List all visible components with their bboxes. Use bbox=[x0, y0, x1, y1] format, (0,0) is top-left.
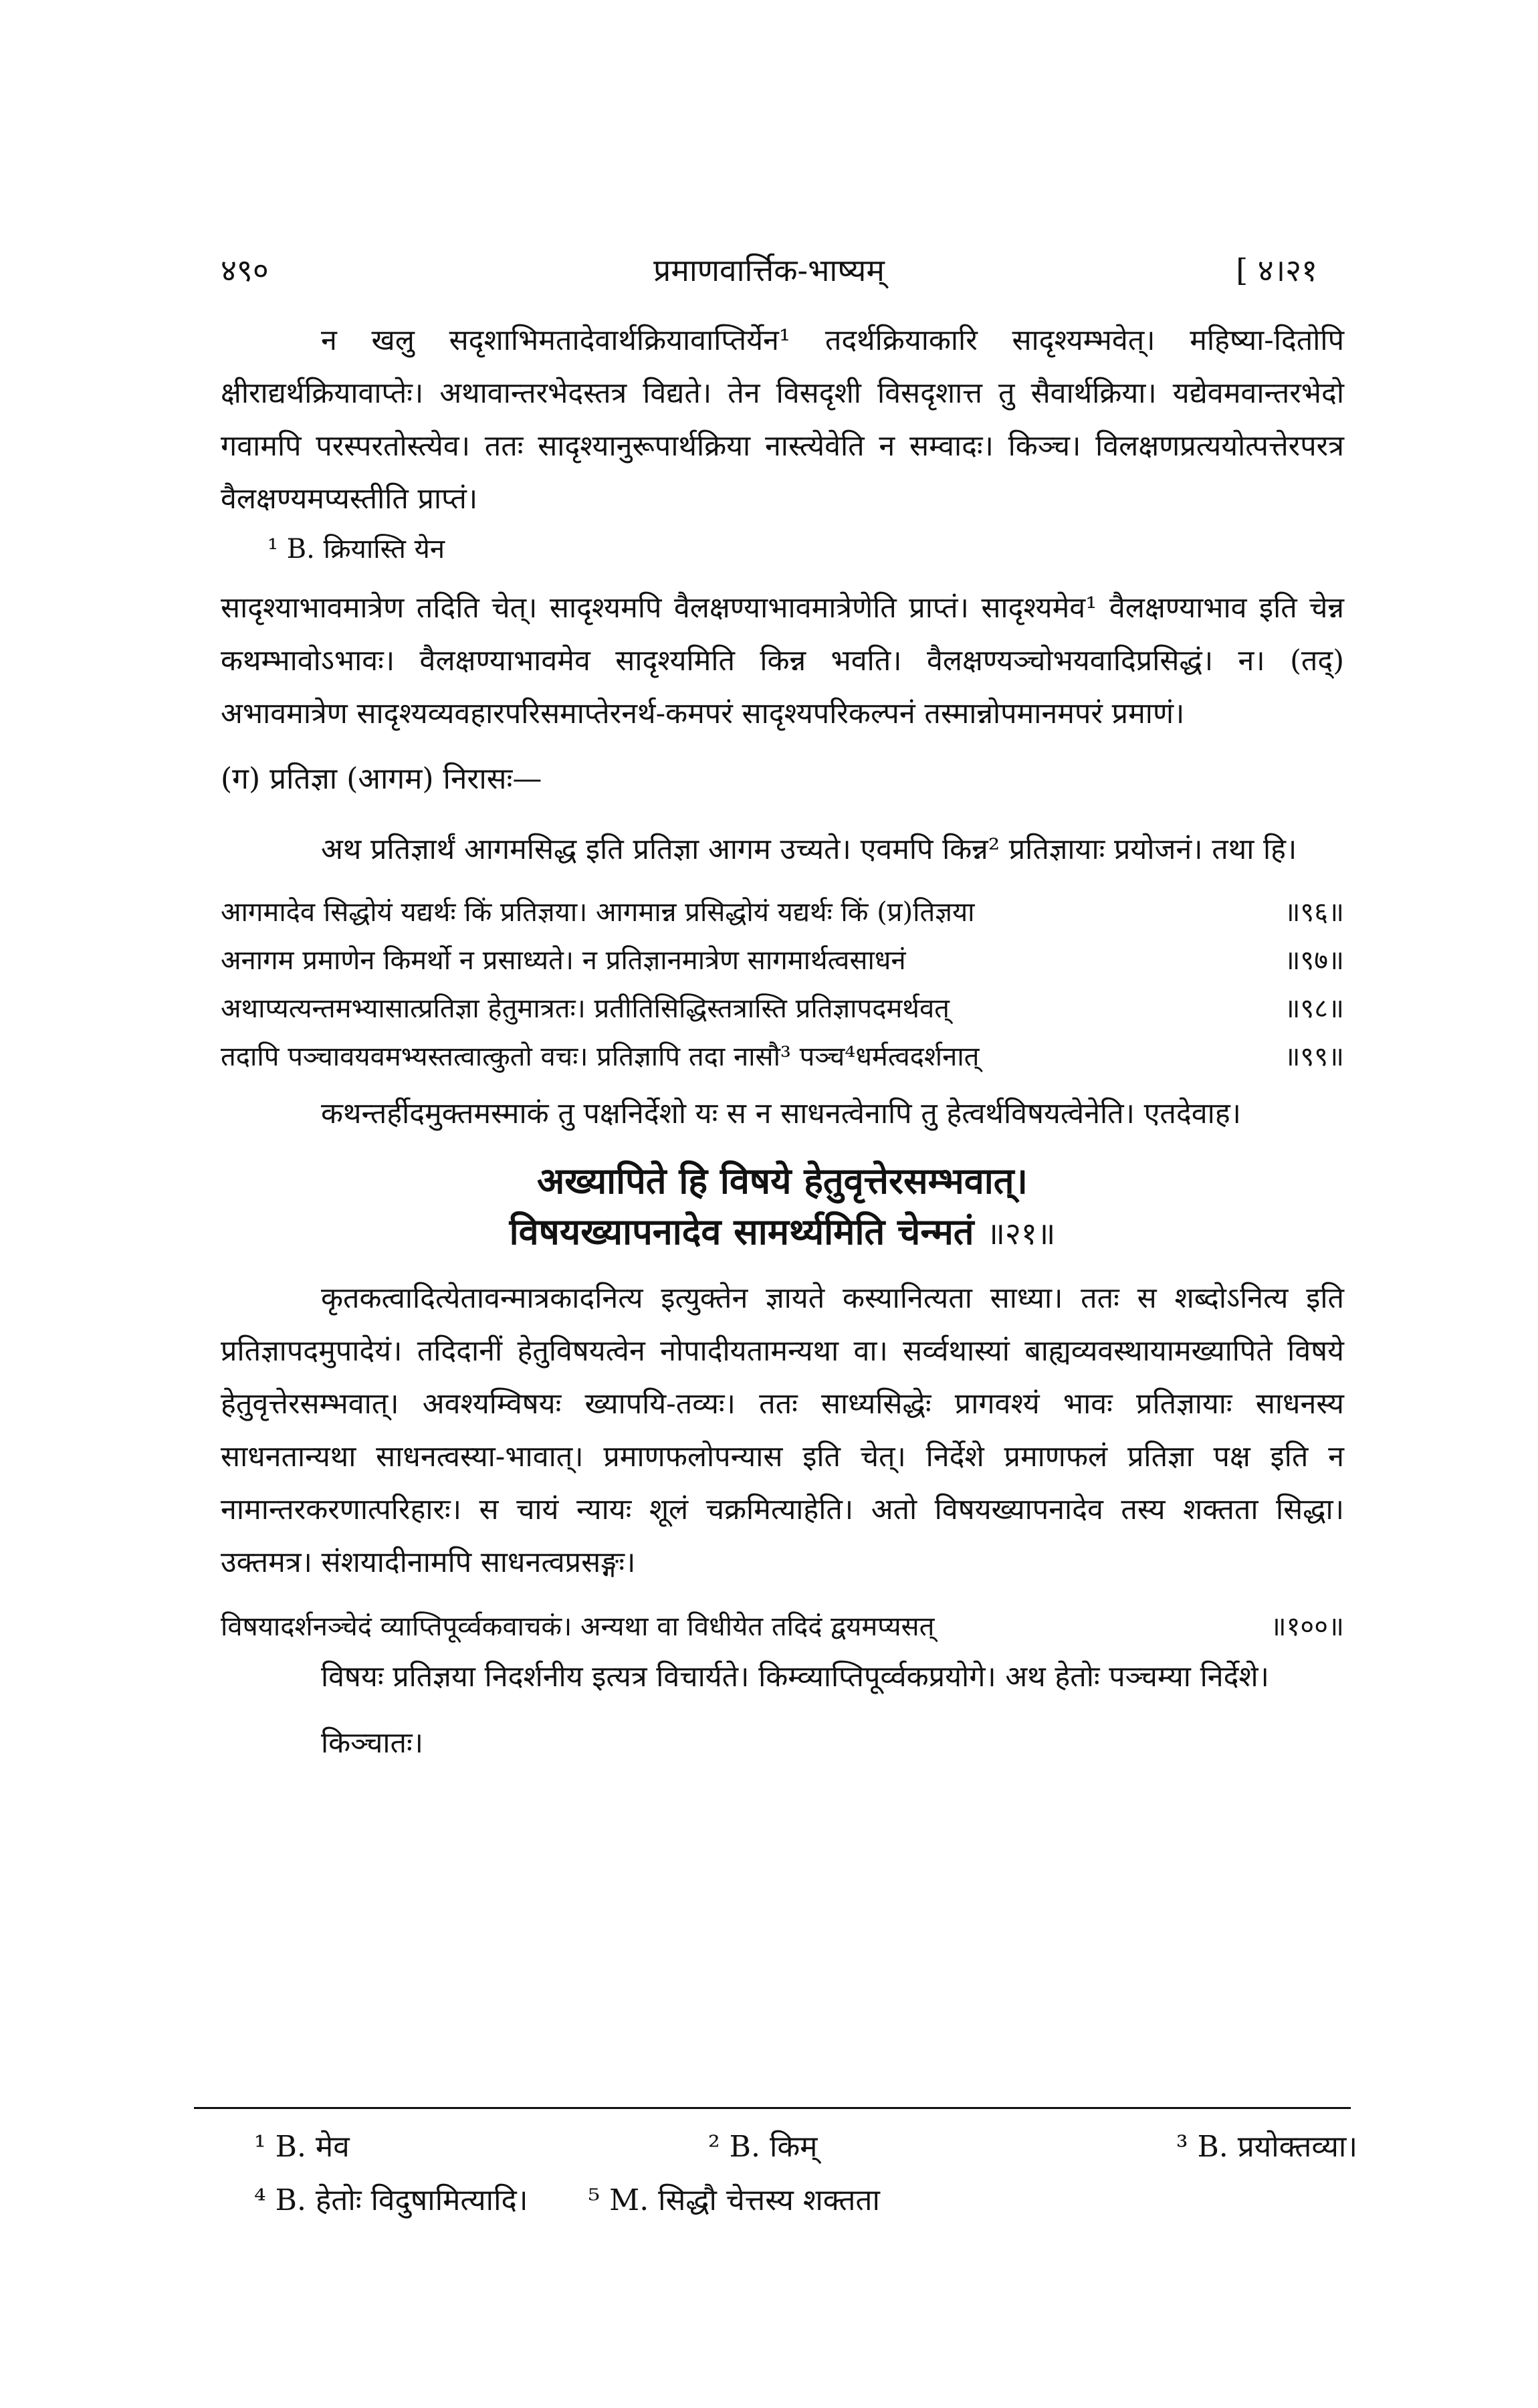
verse-line bbox=[221, 985, 1344, 1033]
verse-text: आगमादेव सिद्धोयं यद्यर्थः किं प्रतिज्ञया। आगमान्न प्रसिद्धोयं यद्यर्थः किं (प्र)तिज्ञया bbox=[221, 897, 975, 928]
footnote-row bbox=[254, 2120, 1357, 2174]
verse-100 bbox=[221, 1603, 1344, 1651]
page-header bbox=[221, 249, 1317, 296]
section-heading: (ग) प्रतिज्ञा (आगम) निरासः— bbox=[221, 762, 542, 796]
verse-line bbox=[221, 1033, 1344, 1081]
verse-text: विषयादर्शनञ्चेदं व्याप्तिपूर्व्वकवाचकं। अन्यथा वा विधीयेत तदिदं द्वयमप्यसत् bbox=[221, 1611, 935, 1642]
verse-number: ॥९७॥ bbox=[1284, 945, 1344, 976]
verse-text: अथाप्यत्यन्तमभ्यासात्प्रतिज्ञा हेतुमात्रतः। प्रतीतिसिद्धिस्तत्रास्ति प्रतिज्ञापदमर्थवत् bbox=[221, 993, 950, 1024]
footnote: ⁴ B. हेतोः विदुषामित्यादि। bbox=[254, 2183, 528, 2217]
paragraph-5: कृतकत्वादित्येतावन्मात्रकादनित्य इत्युक्तेन ज्ञायते कस्यानित्यता साध्या। ततः स शब्दोऽनित्य इति प्रतिज्ञापदमुपादेयं। तदिदानीं हेतुविषयत्वेन नोपादीयतामन्यथा वा। सर्व्वथास्यां बाह्यव्यवस्थायामख्यापिते विषये हेतुवृत्तेरसम्भवात्। अवश्यम्विषयः ख्यापयि-तव्यः। ततः साध्यसिद्धेः प्रागवश्यं भावः प्रतिज्ञायाः साधनस्य साधनतान्यथा साधनत्वस्या-भावात्। प्रमाणफलोपन्यास इति चेत्। निर्देशे प्रमाणफलं प्रतिज्ञा पक्ष इति न नामान्तरकरणात्परिहारः। स चायं न्यायः शूलं चक्रमित्याहेति। अतो विषयख्यापनादेव तस्य शक्तता सिद्धा। उक्तमत्र। संशयादीनामपि साधनत्वप्रसङ्गः। bbox=[221, 1282, 1344, 1579]
footnote: ¹ B. मेव bbox=[254, 2130, 350, 2164]
karika-block bbox=[221, 1155, 1344, 1259]
verse-number: ॥१००॥ bbox=[1270, 1611, 1344, 1642]
karika-line-2 bbox=[221, 1206, 1344, 1259]
verse-number: ॥९६॥ bbox=[1284, 897, 1344, 928]
paragraph-6: विषयः प्रतिज्ञया निदर्शनीय इत्यत्र विचार्यते। किम्व्याप्तिपूर्व्वकप्रयोगे। अथ हेतोः पञ्चम्या निर्देशे। bbox=[321, 1660, 1269, 1694]
main-text bbox=[221, 314, 1344, 1770]
running-title: प्रमाणवार्त्तिक-भाष्यम् bbox=[653, 252, 885, 288]
footnotes bbox=[254, 2120, 1357, 2227]
karika-line-1: अख्यापिते हि विषये हेतुवृत्तेरसम्भवात्। bbox=[537, 1159, 1028, 1202]
paragraph-3: अथ प्रतिज्ञार्थं आगमसिद्ध इति प्रतिज्ञा आगम उच्यते। एवमपि किन्न² प्रतिज्ञायाः प्रयोजनं। तथा हि। bbox=[321, 833, 1297, 866]
footnote-row bbox=[254, 2174, 1357, 2227]
paragraph-4: कथन्तर्हीदमुक्तमस्माकं तु पक्षनिर्देशो यः स न साधनत्वेनापि तु हेत्वर्थविषयत्वेनेति। एतदेवाह। bbox=[321, 1097, 1241, 1130]
karika-number: ॥२१॥ bbox=[986, 1215, 1056, 1251]
verse-line bbox=[221, 888, 1344, 936]
karika-line-2-text: विषयख्यापनादेव सामर्थ्यमिति चेन्मतं bbox=[509, 1210, 974, 1253]
verse-number: ॥९८॥ bbox=[1284, 993, 1344, 1024]
footnote: ⁵ M. सिद्धौ चेत्तस्य शक्तता bbox=[588, 2183, 880, 2217]
paragraph-1: न खलु सदृशाभिमतादेवार्थक्रियावाप्तिर्येन¹ तदर्थक्रियाकारि सादृश्यम्भवेत्। महिष्या-दितोपि क्षीराद्यर्थक्रियावाप्तेः। अथावान्तरभेदस्तत्र विद्यते। तेन विसदृशी विसदृशात्त तु सैवार्थक्रिया। यद्येवमवान्तरभेदो गवामपि परस्परतोस्त्येव। ततः सादृश्यानुरूपार्थक्रिया नास्त्येवेति न सम्वादः। किञ्च। विलक्षणप्रत्ययोत्पत्तेरपरत्र वैलक्षण्यमप्यस्तीति प्राप्तं। bbox=[221, 324, 1344, 516]
footnote: ³ B. प्रयोक्तव्या। bbox=[1176, 2130, 1357, 2164]
verse-text: अनागम प्रमाणेन किमर्थो न प्रसाध्यते। न प्रतिज्ञानमात्रेण सागमार्थत्वसाधनं bbox=[221, 945, 906, 976]
footnote-divider bbox=[194, 2107, 1351, 2109]
inline-note: ¹ B. क्रियास्ति येन bbox=[267, 534, 445, 565]
paragraph-2: सादृश्याभावमात्रेण तदिति चेत्। सादृश्यमपि वैलक्षण्याभावमात्रेणेति प्राप्तं। सादृश्यमेव¹ वैलक्षण्याभाव इति चेन्न कथम्भावोऽभावः। वैलक्षण्याभावमेव सादृश्यमिति किन्न भवति। वैलक्षण्यञ्चोभयवादिप्रसिद्धं। न। (तद्) अभावमात्रेण सादृश्यव्यवहारपरिसमाप्तेरनर्थ-कमपरं सादृश्यपरिकल्पनं तस्मान्नोपमानमपरं प्रमाणं। bbox=[221, 591, 1344, 730]
verse-block bbox=[221, 888, 1344, 1081]
paragraph-7: किञ्चातः। bbox=[321, 1726, 424, 1760]
verse-text: तदापि पञ्चावयवमभ्यस्तत्वात्कुतो वचः। प्रतिज्ञापि तदा नासौ³ पञ्च⁴धर्मत्वदर्शनात् bbox=[221, 1041, 980, 1072]
section-reference: [ ४।२१ bbox=[1236, 252, 1317, 288]
verse-number: ॥९९॥ bbox=[1284, 1041, 1344, 1072]
page-number: ४९० bbox=[221, 252, 269, 288]
verse-line bbox=[221, 936, 1344, 985]
footnote: ² B. किम् bbox=[708, 2130, 818, 2164]
